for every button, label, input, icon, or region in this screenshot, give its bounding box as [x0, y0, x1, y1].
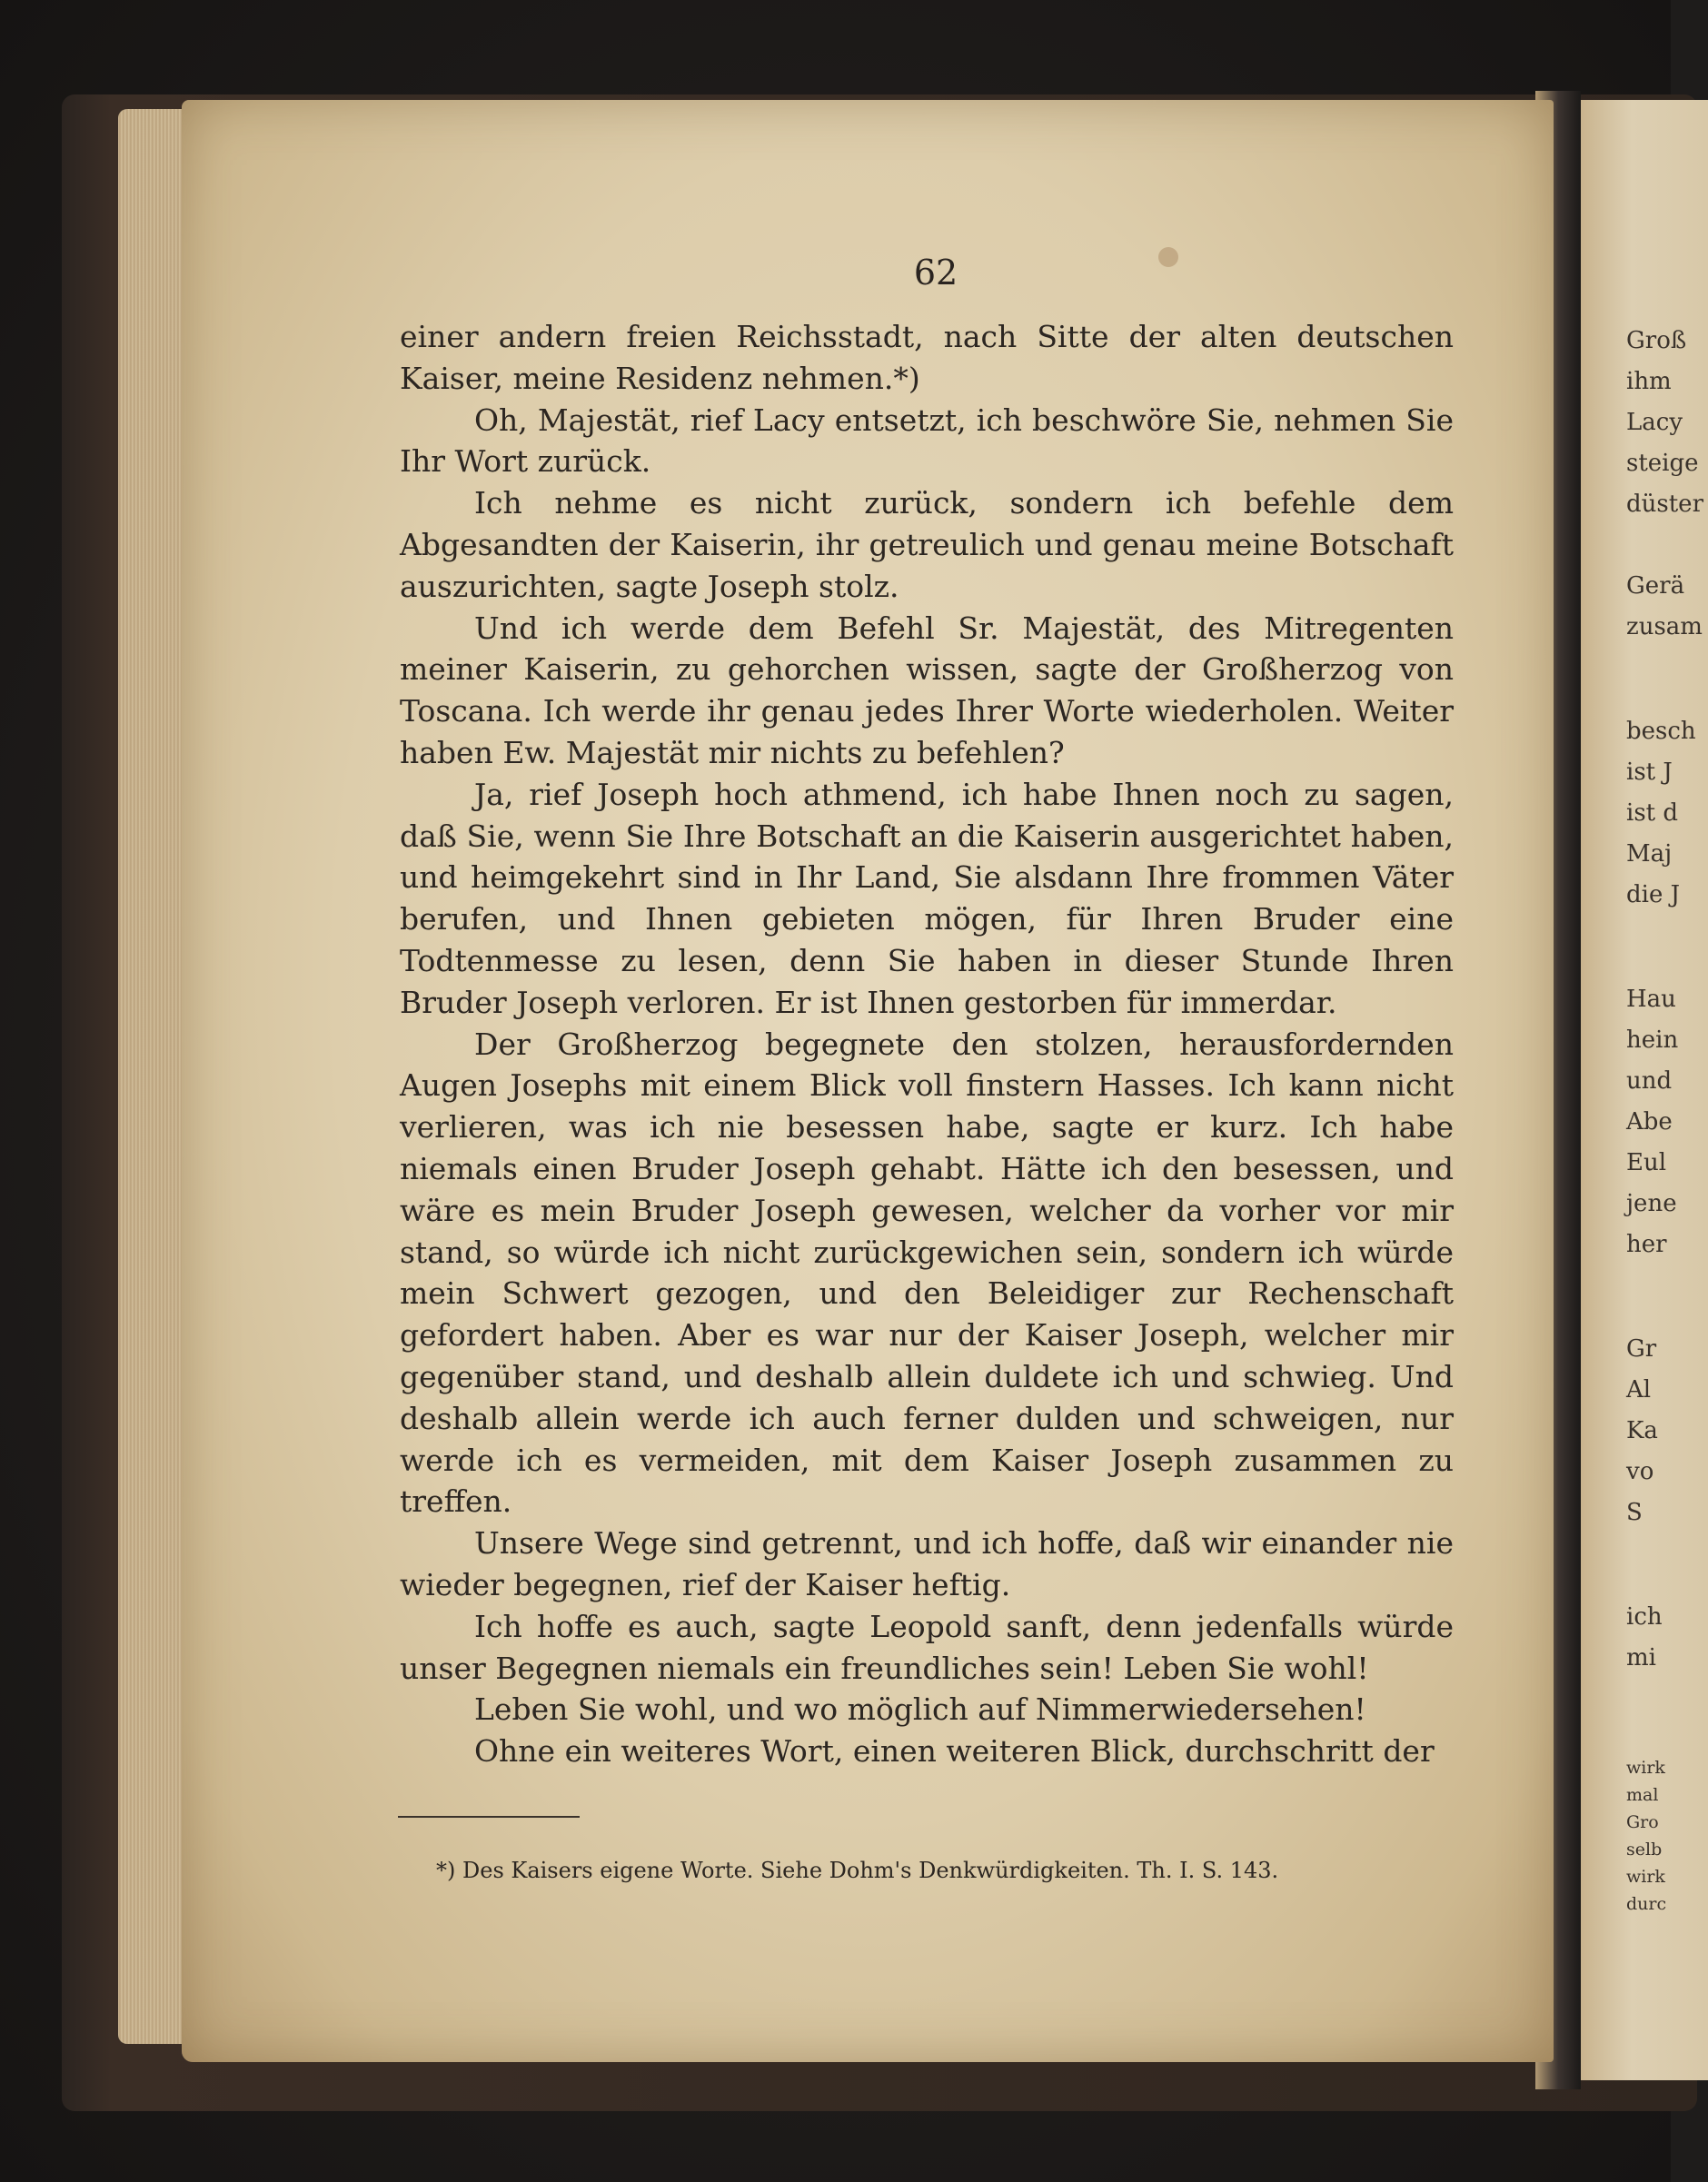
facing-page-fragment: zusam — [1626, 613, 1703, 640]
facing-page-fragment: Eul — [1626, 1149, 1667, 1176]
paragraph: Leben Sie wohl, und wo möglich auf Nimmerwiedersehen! — [474, 1691, 1366, 1728]
facing-page-fragment: die J — [1626, 881, 1681, 908]
facing-page-fragment: Groß — [1626, 327, 1687, 354]
facing-page-fragment: wirk — [1626, 1867, 1665, 1887]
paper-stain — [1158, 247, 1178, 267]
facing-page-fragment: selb — [1626, 1840, 1663, 1860]
facing-page-fragment: Hau — [1626, 986, 1676, 1013]
body-text — [400, 316, 1454, 1772]
facing-page-fragment: ist d — [1626, 799, 1679, 827]
paragraph: Ohne ein weiteres Wort, einen weiteren Blick, durchschritt der — [474, 1733, 1435, 1770]
paragraph: Und ich werde dem Befehl Sr. Majestät, des Mitregenten meiner Kaiserin, zu gehorchen wissen, sagte der Großherzog von Toscana. Ich werde ihr genau jedes Ihrer Worte wiederholen. Weiter haben Ew. Majestät mir nichts zu befehlen? — [400, 610, 1454, 770]
paragraph: Ich hoffe es auch, sagte Leopold sanft, denn jedenfalls würde unser Begegnen niemals ein freundliches sein! Leben Sie wohl! — [400, 1608, 1454, 1686]
facing-page-fragment: ich — [1626, 1603, 1663, 1631]
facing-page-fragment: Abe — [1626, 1108, 1673, 1136]
facing-page-fragment: Maj — [1626, 840, 1673, 868]
facing-page-fragment: jene — [1626, 1190, 1677, 1217]
facing-page-fragment: ihm — [1626, 368, 1672, 395]
facing-page-fragment: Al — [1626, 1376, 1652, 1403]
paragraph: Ich nehme es nicht zurück, sondern ich befehle dem Abgesandten der Kaiserin, ihr getreulich und genau meine Botschaft auszurichten, sagte Joseph stolz. — [400, 485, 1454, 604]
facing-page-fragment: Lacy — [1626, 409, 1683, 436]
facing-page-fragment: Ka — [1626, 1417, 1658, 1444]
facing-page-fragment: besch — [1626, 718, 1696, 745]
paragraph: Ja, rief Joseph hoch athmend, ich habe Ihnen noch zu sagen, daß Sie, wenn Sie Ihre Botschaft an die Kaiserin ausgerichtet haben, und heimgekehrt sind in Ihr Land, Sie alsdann Ihre frommen Väter berufen, und Ihnen gebieten mögen, für Ihren Bruder eine Todtenmesse zu lesen, denn Sie haben in dieser Stunde Ihren Bruder Joseph verloren. Er ist Ihnen gestorben für immerdar. — [400, 776, 1454, 1020]
paragraph: Unsere Wege sind getrennt, und ich hoffe, daß wir einander nie wieder begegnen, rief der Kaiser heftig. — [400, 1525, 1454, 1602]
facing-page-fragment: her — [1626, 1231, 1667, 1258]
facing-page-fragment: düster — [1626, 491, 1703, 518]
facing-page-fragment: Gr — [1626, 1335, 1657, 1363]
facing-page-fragment: vo — [1626, 1458, 1654, 1485]
facing-page-fragment: ist J — [1626, 759, 1673, 786]
footnote: *) Des Kaisers eigene Worte. Siehe Dohm's Denkwürdigkeiten. Th. I. S. 143. — [436, 1858, 1279, 1883]
facing-page-fragment: durc — [1626, 1894, 1667, 1914]
facing-page-fragment: mi — [1626, 1644, 1656, 1671]
paragraph: Der Großherzog begegnete den stolzen, herausfordernden Augen Josephs mit einem Blick voll finstern Hasses. Ich kann nicht verlieren, was ich nie besessen habe, sagte er kurz. Ich habe niemals einen Bruder Joseph gehabt. Hätte ich den besessen, und wäre es mein Bruder Joseph gewesen, welcher da vorher vor mir stand, so würde ich nicht zurückgewichen sein, sondern ich würde mein Schwert gezogen, und den Beleidiger zur Rechenschaft gefordert haben. Aber es war nur der Kaiser Joseph, welcher mir gegenüber stand, und deshalb allein duldete ich und schwieg. Und deshalb allein werde ich auch ferner dulden und schweigen, nur werde ich es vermeiden, mit dem Kaiser Joseph zusammen zu treffen. — [400, 1026, 1454, 1520]
facing-page-fragment: Gerä — [1626, 572, 1685, 600]
facing-page-fragment: mal — [1626, 1785, 1659, 1805]
facing-page-fragment: und — [1626, 1067, 1673, 1095]
facing-page-fragment: wirk — [1626, 1758, 1665, 1778]
paragraph: Oh, Majestät, rief Lacy entsetzt, ich beschwöre Sie, nehmen Sie Ihr Wort zurück. — [400, 402, 1454, 480]
facing-page-fragment: steige — [1626, 450, 1699, 477]
facing-page-fragment: S — [1626, 1499, 1643, 1526]
paragraph: einer andern freien Reichsstadt, nach Sitte der alten deutschen Kaiser, meine Residenz nehmen.*) — [400, 319, 1454, 396]
footnote-divider — [398, 1816, 580, 1818]
page-number: 62 — [913, 253, 958, 293]
facing-page-fragment: Gro — [1626, 1812, 1659, 1832]
facing-page-fragment: hein — [1626, 1027, 1679, 1054]
